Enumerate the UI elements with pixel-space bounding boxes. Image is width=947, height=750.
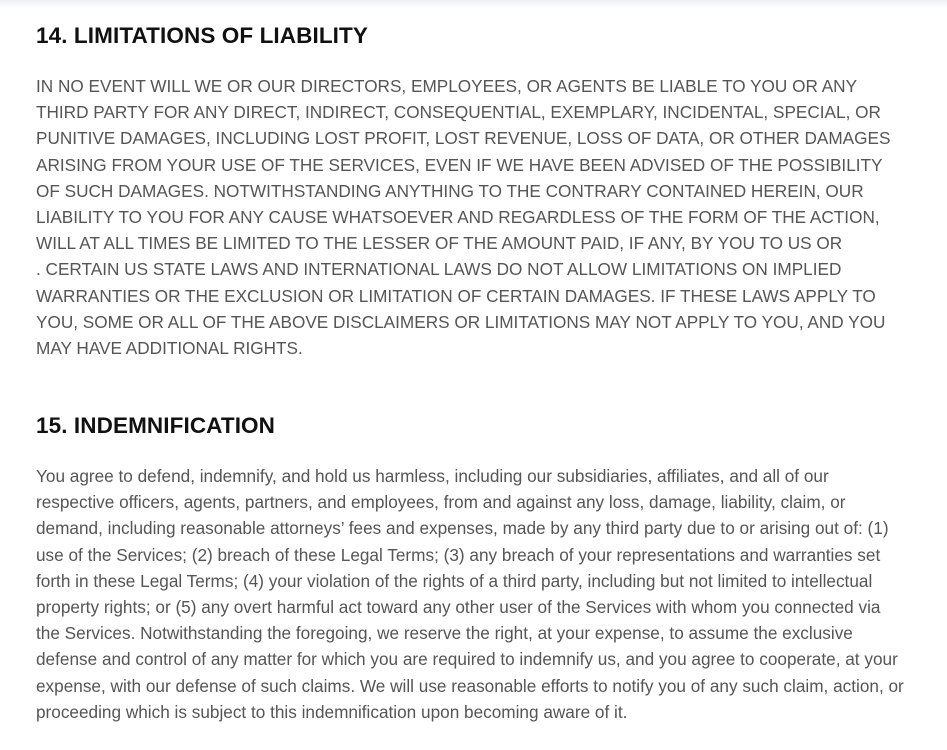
paragraph-line: ARISING FROM YOUR USE OF THE SERVICES, EVEN IF WE HAVE BEEN ADVISED OF THE POSSIBILITY bbox=[36, 154, 883, 175]
paragraph-line: proceeding which is subject to this indemnification upon becoming aware of it. bbox=[36, 701, 628, 722]
header-shadow bbox=[0, 0, 947, 8]
paragraph-line: YOU, SOME OR ALL OF THE ABOVE DISCLAIMERS OR LIMITATIONS MAY NOT APPLY TO YOU, AND YOU bbox=[36, 311, 886, 332]
section-heading-limitations-of-liability: 14. LIMITATIONS OF LIABILITY bbox=[36, 23, 368, 48]
paragraph-line: LIABILITY TO YOU FOR ANY CAUSE WHATSOEVER AND REGARDLESS OF THE FORM OF THE ACTION, bbox=[36, 206, 880, 227]
section-body-limitations-of-liability bbox=[36, 73, 890, 361]
paragraph-line: property rights; or (5) any overt harmful act toward any other user of the Services with whom you connected via bbox=[36, 596, 881, 617]
paragraph-line: . CERTAIN US STATE LAWS AND INTERNATIONAL LAWS DO NOT ALLOW LIMITATIONS ON IMPLIED bbox=[36, 259, 842, 280]
paragraph-line: use of the Services; (2) breach of these Legal Terms; (3) any breach of your representations and warranties set bbox=[36, 544, 881, 565]
paragraph-line: defense and control of any matter for which you are required to indemnify us, and you agree to cooperate, at your bbox=[36, 649, 898, 670]
paragraph-line: WARRANTIES OR THE EXCLUSION OR LIMITATION OF CERTAIN DAMAGES. IF THESE LAWS APPLY TO bbox=[36, 285, 876, 306]
section-heading-indemnification: 15. INDEMNIFICATION bbox=[36, 413, 275, 438]
paragraph-line: the Services. Notwithstanding the foregoing, we reserve the right, at your expense, to assume the exclusive bbox=[36, 623, 853, 644]
section-body-indemnification bbox=[36, 463, 904, 725]
paragraph-line: You agree to defend, indemnify, and hold us harmless, including our subsidiaries, affiliates, and all of our bbox=[36, 466, 829, 486]
paragraph-line: WILL AT ALL TIMES BE LIMITED TO THE LESSER OF THE AMOUNT PAID, IF ANY, BY YOU TO US OR bbox=[36, 233, 843, 254]
paragraph-line: OF SUCH DAMAGES. NOTWITHSTANDING ANYTHING TO THE CONTRARY CONTAINED HEREIN, OUR bbox=[36, 180, 864, 201]
paragraph-line: demand, including reasonable attorneys’ fees and expenses, made by any third party due to or arising out of: (1) bbox=[36, 518, 889, 539]
paragraph-line: respective officers, agents, partners, and employees, from and against any loss, damage, liability, claim, or bbox=[36, 492, 846, 513]
paragraph-line: THIRD PARTY FOR ANY DIRECT, INDIRECT, CONSEQUENTIAL, EXEMPLARY, INCIDENTAL, SPECIAL, OR bbox=[36, 102, 881, 123]
paragraph-line: IN NO EVENT WILL WE OR OUR DIRECTORS, EMPLOYEES, OR AGENTS BE LIABLE TO YOU OR ANY bbox=[36, 76, 858, 96]
paragraph-line: PUNITIVE DAMAGES, INCLUDING LOST PROFIT, LOST REVENUE, LOSS OF DATA, OR OTHER DAMAGES bbox=[36, 128, 891, 149]
paragraph-line: MAY HAVE ADDITIONAL RIGHTS. bbox=[36, 337, 303, 358]
paragraph-line: expense, with our defense of such claims. We will use reasonable efforts to notify you of any such claim, action, or bbox=[36, 675, 904, 696]
paragraph-line: forth in these Legal Terms; (4) your violation of the rights of a third party, including but not limited to intellectual bbox=[36, 570, 873, 591]
